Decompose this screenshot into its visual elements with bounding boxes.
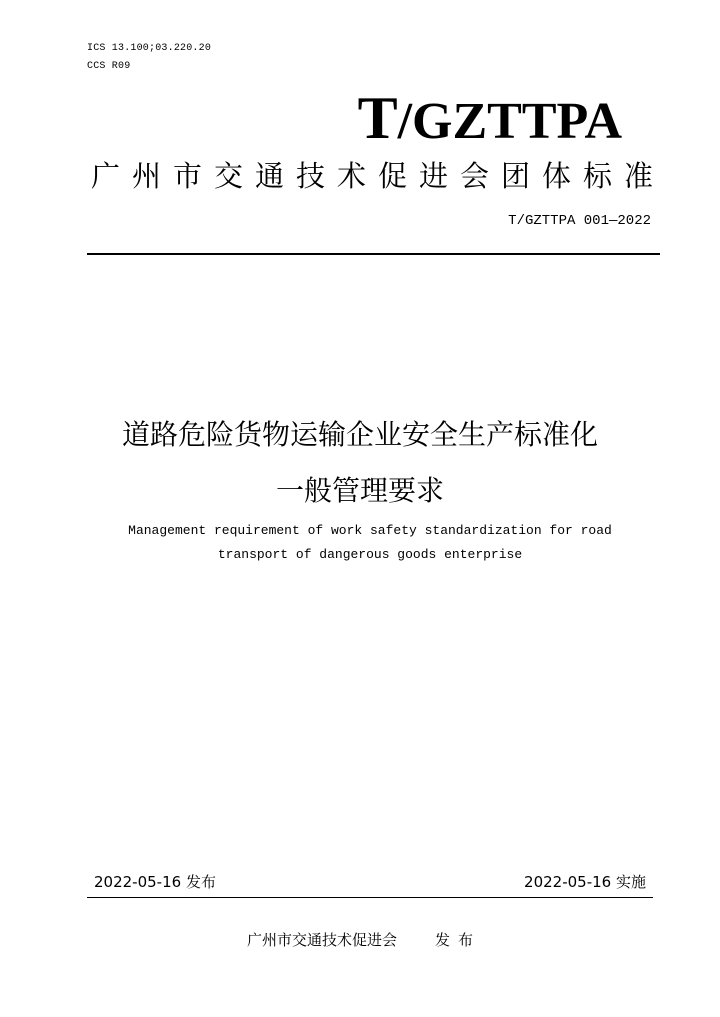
implementation-date: 2022-05-16 实施 [524,873,646,891]
english-title-line-1: Management requirement of work safety standardization for road [128,523,612,538]
document-title-line-2: 一般管理要求 [275,474,444,507]
ics-code: ICS 13.100;03.220.20 [87,43,212,54]
standard-number: T/GZTTPA 001—2022 [508,213,651,229]
publisher-line [247,930,481,950]
english-title-line-2: transport of dangerous goods enterprise [217,547,523,562]
standard-logo [357,85,622,152]
issue-date: 2022-05-16 发布 [94,873,216,891]
bottom-divider [87,897,653,898]
organization-standard-title: 广州市交通技术促进会团体标准 [91,159,666,193]
document-title-line-1: 道路危险货物运输企业安全生产标准化 [121,418,598,451]
logo-letter-t: T [357,85,398,151]
top-divider [87,253,660,255]
publisher-name: 广州市交通技术促进会 [247,931,398,949]
publish-label: 发布 [435,931,482,949]
logo-letters: /GZTTPA [397,93,622,150]
ccs-code: CCS R09 [87,61,131,72]
